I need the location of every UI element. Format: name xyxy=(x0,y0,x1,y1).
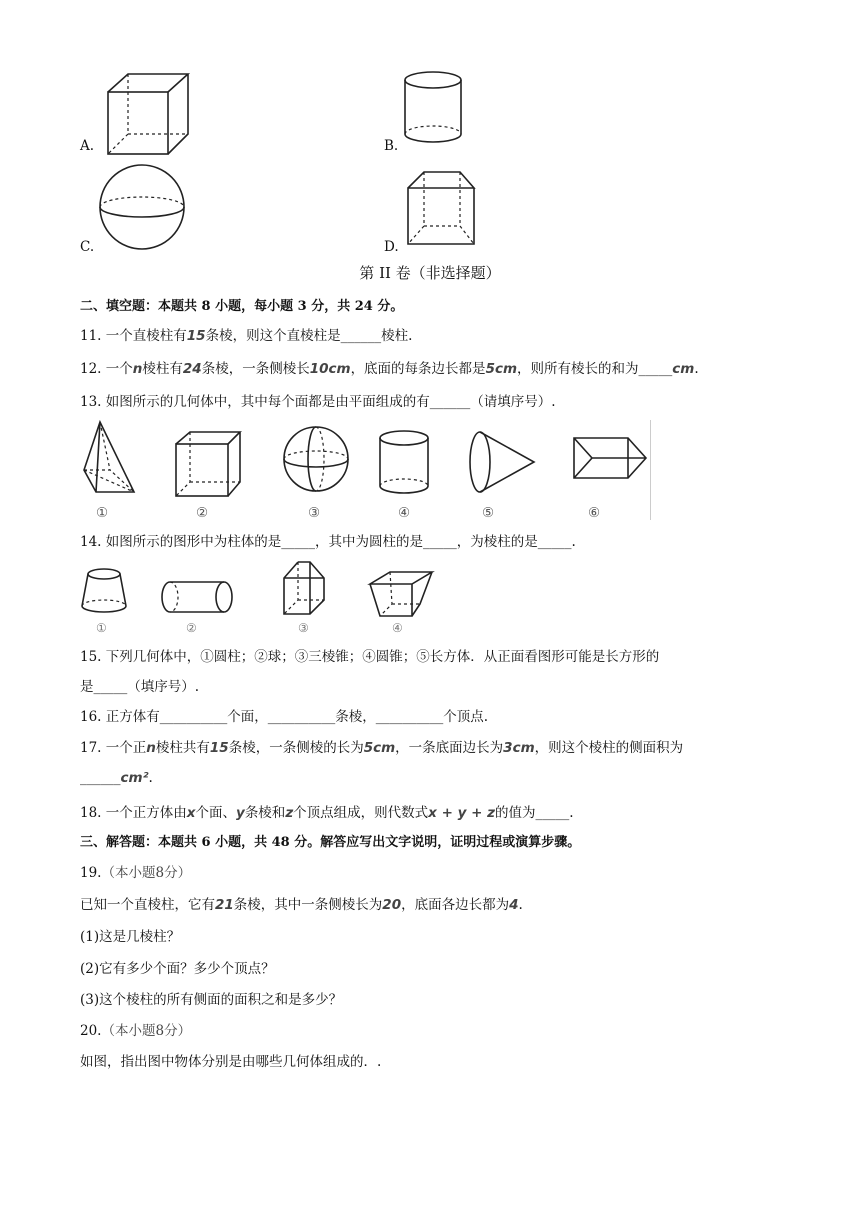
question-17-line2: ______cm². xyxy=(80,770,153,786)
question-number: 18. xyxy=(80,805,102,821)
question-19-title: 19.（本小题8分） xyxy=(80,865,192,881)
question-20-text: 如图，指出图中物体分别是由哪些几何体组成的．. xyxy=(80,1054,382,1070)
frustum-figure xyxy=(80,566,150,626)
prism-figure xyxy=(572,436,662,516)
figure-label: ③ xyxy=(308,505,321,521)
question-11: 11. 一个直棱柱有15条棱，则这个直棱柱是______棱柱. xyxy=(80,328,413,344)
question-number: 13. xyxy=(80,394,102,410)
question-number: 11. xyxy=(80,328,102,344)
question-number: 15. xyxy=(80,649,102,665)
question-18: 18. 一个正方体由x个面、y条棱和z个顶点组成，则代数式x + y + z的值为_____. xyxy=(80,805,574,821)
cylinder-figure-b xyxy=(400,68,480,168)
figure-label: ⑥ xyxy=(588,505,601,521)
question-13: 13. 如图所示的几何体中，其中每个面都是由平面组成的有______（请填序号）. xyxy=(80,394,556,410)
option-c-label: C. xyxy=(80,239,95,255)
triangular-prism-figure xyxy=(282,560,342,630)
cylinder-figure xyxy=(378,428,448,508)
question-17-line1: 17. 一个正n棱柱共有15条棱，一条侧棱的长为5cm，一条底面边长为3cm，则这个棱柱的侧面积为 xyxy=(80,740,684,756)
section-title: 第 II 卷（非选择题） xyxy=(359,264,501,282)
horizontal-cylinder-figure xyxy=(160,580,250,630)
question-16: 16. 正方体有__________个面，__________条棱，__________个顶点. xyxy=(80,709,489,725)
figure-border xyxy=(650,420,651,520)
question-20-title: 20.（本小题8分） xyxy=(80,1023,192,1039)
question-number: 14. xyxy=(80,534,102,550)
figure-label: ② xyxy=(196,505,209,521)
part3-header: 三、解答题：本题共 6 小题，共 48 分。解答应写出文字说明，证明过程或演算步骤。 xyxy=(80,835,581,850)
pyramid-figure xyxy=(82,420,152,500)
figure-label: ④ xyxy=(392,621,403,635)
option-d-label: D. xyxy=(384,239,399,255)
question-number: 16. xyxy=(80,709,102,725)
sphere-figure-c xyxy=(98,165,198,265)
question-15-line2: 是_____（填序号）. xyxy=(80,679,200,695)
question-19-sub2: (2)它有多少个面？多少个顶点？ xyxy=(80,961,275,977)
question-number: 20. xyxy=(80,1023,102,1039)
figure-label: ⑤ xyxy=(482,505,495,521)
question-19-sub3: (3)这个棱柱的所有侧面的面积之和是多少？ xyxy=(80,992,343,1008)
figure-label: ② xyxy=(186,621,197,635)
question-number: 12. xyxy=(80,361,102,377)
figure-label: ① xyxy=(96,505,109,521)
option-a-label: A. xyxy=(80,138,95,154)
part2-header: 二、填空题：本题共 8 小题，每小题 3 分，共 24 分。 xyxy=(80,299,404,314)
figure-label: ① xyxy=(96,621,107,635)
question-19-sub1: (1)这是几棱柱？ xyxy=(80,929,181,945)
question-number: 19. xyxy=(80,865,102,881)
cube-figure-a xyxy=(100,70,220,170)
question-12: 12. 一个n棱柱有24条棱，一条侧棱长10cm，底面的每条边长都是5cm，则所有棱长的和为_____cm. xyxy=(80,361,699,377)
sphere-figure xyxy=(282,425,362,505)
figure-label: ③ xyxy=(298,621,309,635)
slanted-prism-figure xyxy=(368,570,448,630)
question-15-line1: 15. 下列几何体中，①圆柱；②球；③三棱锥；④圆锥；⑤长方体．从正面看图形可能是长方形的 xyxy=(80,649,660,665)
question-number: 17. xyxy=(80,740,102,756)
option-b-label: B. xyxy=(384,138,399,154)
question-19-stem: 已知一个直棱柱，它有21条棱，其中一条侧棱长为20，底面各边长都为4. xyxy=(80,897,523,913)
question-14: 14. 如图所示的图形中为柱体的是_____，其中为圆柱的是_____，为棱柱的是_____. xyxy=(80,534,576,550)
cube-figure xyxy=(174,430,254,510)
figure-label: ④ xyxy=(398,505,411,521)
prism-figure-d xyxy=(402,170,502,270)
cone-figure xyxy=(466,430,546,510)
